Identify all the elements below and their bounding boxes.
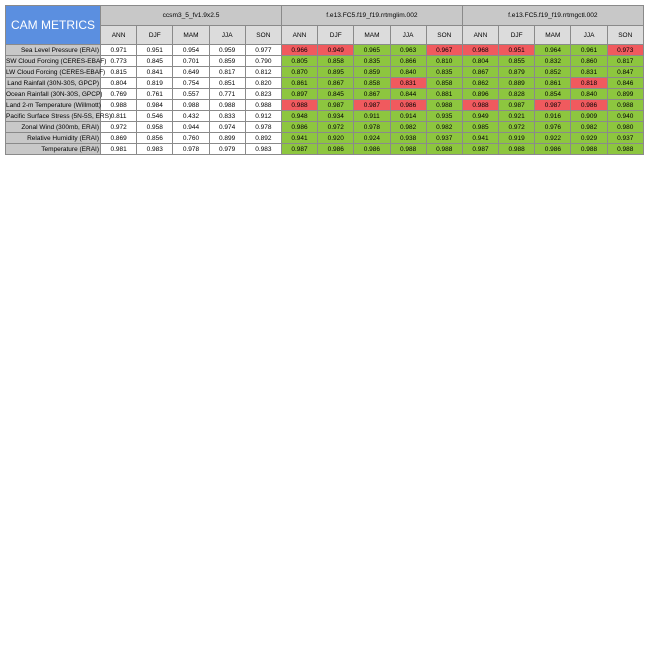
metric-cell: 0.546	[137, 111, 173, 122]
metric-cell: 0.988	[245, 100, 281, 111]
season-header-jja: JJA	[571, 26, 607, 45]
cam-metrics-table	[5, 5, 644, 155]
metric-cell: 0.831	[571, 67, 607, 78]
table-row	[6, 45, 644, 56]
metric-cell: 0.978	[245, 122, 281, 133]
table-title: CAM METRICS	[6, 6, 101, 45]
metric-cell: 0.982	[571, 122, 607, 133]
row-label-text: Pacific Surface Stress (5N-5S, ERS)	[6, 112, 112, 120]
metric-cell: 0.773	[101, 56, 137, 67]
metric-cell: 0.846	[607, 78, 643, 89]
metric-cell: 0.981	[101, 144, 137, 155]
metric-cell: 0.986	[281, 122, 317, 133]
metric-cell: 0.987	[318, 100, 354, 111]
season-header-mam: MAM	[535, 26, 571, 45]
metric-cell: 0.988	[426, 100, 462, 111]
metric-cell: 0.859	[209, 56, 245, 67]
metric-cell: 0.941	[462, 133, 498, 144]
metric-cell: 0.844	[390, 89, 426, 100]
season-header-jja: JJA	[209, 26, 245, 45]
metric-cell: 0.988	[462, 100, 498, 111]
metric-cell: 0.760	[173, 133, 209, 144]
metric-cell: 0.896	[462, 89, 498, 100]
metric-cell: 0.964	[535, 45, 571, 56]
metric-cell: 0.924	[354, 133, 390, 144]
metric-cell: 0.937	[426, 133, 462, 144]
metric-cell: 0.966	[281, 45, 317, 56]
metric-cell: 0.899	[209, 133, 245, 144]
season-header-son: SON	[426, 26, 462, 45]
metric-cell: 0.987	[462, 144, 498, 155]
metric-cell: 0.940	[607, 111, 643, 122]
metric-cell: 0.967	[426, 45, 462, 56]
row-label-text: Sea Level Pressure (ERAI)	[20, 46, 99, 54]
metric-cell: 0.983	[245, 144, 281, 155]
metric-cell: 0.988	[499, 144, 535, 155]
metric-cell: 0.980	[607, 122, 643, 133]
season-header-ann: ANN	[462, 26, 498, 45]
metric-cell: 0.916	[535, 111, 571, 122]
metric-cell: 0.987	[354, 100, 390, 111]
metric-cell: 0.649	[173, 67, 209, 78]
table-row	[6, 100, 644, 111]
metric-cell: 0.988	[390, 144, 426, 155]
table-row	[6, 56, 644, 67]
row-label-text: SW Cloud Forcing (CERES-EBAF)	[6, 57, 107, 65]
metric-cell: 0.895	[318, 67, 354, 78]
metric-cell: 0.941	[281, 133, 317, 144]
row-label-text: Zonal Wind (300mb, ERAI)	[21, 123, 99, 131]
metric-cell: 0.961	[571, 45, 607, 56]
metric-cell: 0.974	[209, 122, 245, 133]
metric-cell: 0.861	[535, 78, 571, 89]
metric-cell: 0.835	[426, 67, 462, 78]
metric-cell: 0.951	[137, 45, 173, 56]
table-row	[6, 122, 644, 133]
metric-cell: 0.968	[462, 45, 498, 56]
metric-cell: 0.978	[173, 144, 209, 155]
metric-cell: 0.986	[571, 100, 607, 111]
metric-cell: 0.847	[607, 67, 643, 78]
metric-cell: 0.920	[318, 133, 354, 144]
metric-cell: 0.988	[607, 100, 643, 111]
season-header-djf: DJF	[499, 26, 535, 45]
metric-cell: 0.985	[462, 122, 498, 133]
row-label	[6, 67, 106, 78]
metrics-table-container	[5, 5, 644, 155]
metric-cell: 0.988	[101, 100, 137, 111]
row-label	[6, 89, 101, 100]
metric-cell: 0.949	[462, 111, 498, 122]
row-label	[6, 133, 101, 144]
metric-cell: 0.852	[535, 67, 571, 78]
metric-cell: 0.831	[390, 78, 426, 89]
season-header-jja: JJA	[390, 26, 426, 45]
metric-cell: 0.432	[173, 111, 209, 122]
metric-cell: 0.823	[245, 89, 281, 100]
metric-cell: 0.978	[354, 122, 390, 133]
metric-cell: 0.958	[137, 122, 173, 133]
metric-cell: 0.892	[245, 133, 281, 144]
metric-cell: 0.921	[499, 111, 535, 122]
row-label-text: Temperature (ERAI)	[41, 145, 99, 153]
metric-cell: 0.986	[390, 100, 426, 111]
table-row	[6, 67, 644, 78]
metric-cell: 0.934	[318, 111, 354, 122]
metric-cell: 0.869	[101, 133, 137, 144]
metric-cell: 0.817	[607, 56, 643, 67]
metric-cell: 0.976	[535, 122, 571, 133]
metric-cell: 0.818	[571, 78, 607, 89]
metric-cell: 0.972	[101, 122, 137, 133]
metric-cell: 0.929	[571, 133, 607, 144]
metric-cell: 0.988	[209, 100, 245, 111]
metric-cell: 0.804	[462, 56, 498, 67]
metric-cell: 0.987	[281, 144, 317, 155]
row-label-text: LW Cloud Forcing (CERES-EBAF)	[6, 68, 106, 76]
table-row	[6, 111, 644, 122]
metric-cell: 0.828	[499, 89, 535, 100]
metric-cell: 0.819	[137, 78, 173, 89]
metric-cell: 0.841	[137, 67, 173, 78]
metric-cell: 0.972	[318, 122, 354, 133]
row-label-text: Ocean Rainfall (30N-30S, GPCP)	[6, 90, 103, 98]
row-label	[6, 78, 101, 89]
metric-cell: 0.858	[318, 56, 354, 67]
metric-cell: 0.982	[426, 122, 462, 133]
season-header-djf: DJF	[318, 26, 354, 45]
metric-cell: 0.832	[535, 56, 571, 67]
run-header-2: f.e13.FC5.f19_f19.rrtmgctl.002	[462, 6, 643, 26]
season-header-mam: MAM	[173, 26, 209, 45]
metric-cell: 0.557	[173, 89, 209, 100]
metric-cell: 0.954	[173, 45, 209, 56]
metric-cell: 0.858	[426, 78, 462, 89]
metric-cell: 0.879	[499, 67, 535, 78]
metric-cell: 0.944	[173, 122, 209, 133]
metric-cell: 0.986	[354, 144, 390, 155]
metric-cell: 0.771	[209, 89, 245, 100]
table-row	[6, 144, 644, 155]
metric-cell: 0.761	[137, 89, 173, 100]
metric-cell: 0.897	[281, 89, 317, 100]
metric-cell: 0.851	[209, 78, 245, 89]
metric-cell: 0.984	[137, 100, 173, 111]
season-header-son: SON	[245, 26, 281, 45]
metric-cell: 0.790	[245, 56, 281, 67]
metric-cell: 0.804	[101, 78, 137, 89]
metric-cell: 0.866	[390, 56, 426, 67]
table-row	[6, 89, 644, 100]
season-header-djf: DJF	[137, 26, 173, 45]
metric-cell: 0.840	[571, 89, 607, 100]
metric-cell: 0.805	[281, 56, 317, 67]
row-label	[6, 111, 112, 122]
metric-cell: 0.867	[318, 78, 354, 89]
metric-cell: 0.881	[426, 89, 462, 100]
metric-cell: 0.986	[535, 144, 571, 155]
metric-cell: 0.963	[390, 45, 426, 56]
metric-cell: 0.854	[535, 89, 571, 100]
metric-cell: 0.815	[101, 67, 137, 78]
metric-cell: 0.914	[390, 111, 426, 122]
row-label	[6, 56, 107, 67]
metric-cell: 0.986	[318, 144, 354, 155]
metric-cell: 0.811	[101, 111, 137, 122]
metric-cell: 0.817	[209, 67, 245, 78]
metric-cell: 0.701	[173, 56, 209, 67]
row-label	[6, 144, 101, 155]
metric-cell: 0.754	[173, 78, 209, 89]
metric-cell: 0.988	[607, 144, 643, 155]
season-header-ann: ANN	[281, 26, 317, 45]
metric-cell: 0.935	[426, 111, 462, 122]
metric-cell: 0.971	[101, 45, 137, 56]
run-header-1: f.e13.FC5.f19_f19.rrtmglim.002	[281, 6, 462, 26]
metric-cell: 0.889	[499, 78, 535, 89]
metric-cell: 0.909	[571, 111, 607, 122]
metric-cell: 0.820	[245, 78, 281, 89]
row-label	[6, 100, 101, 111]
metric-cell: 0.972	[499, 122, 535, 133]
row-label-text: Land 2-m Temperature (Willmott)	[6, 101, 101, 109]
metric-cell: 0.812	[245, 67, 281, 78]
season-header-ann: ANN	[101, 26, 137, 45]
metric-cell: 0.856	[137, 133, 173, 144]
metric-cell: 0.845	[318, 89, 354, 100]
metric-cell: 0.867	[462, 67, 498, 78]
metric-cell: 0.867	[354, 89, 390, 100]
metric-cell: 0.912	[245, 111, 281, 122]
metric-cell: 0.977	[245, 45, 281, 56]
metric-cell: 0.983	[137, 144, 173, 155]
season-header-son: SON	[607, 26, 643, 45]
table-row	[6, 78, 644, 89]
metric-cell: 0.855	[499, 56, 535, 67]
metric-cell: 0.769	[101, 89, 137, 100]
metric-cell: 0.951	[499, 45, 535, 56]
metric-cell: 0.859	[354, 67, 390, 78]
metric-cell: 0.862	[462, 78, 498, 89]
metric-cell: 0.988	[281, 100, 317, 111]
metric-cell: 0.911	[354, 111, 390, 122]
metric-cell: 0.845	[137, 56, 173, 67]
metric-cell: 0.987	[499, 100, 535, 111]
metric-cell: 0.833	[209, 111, 245, 122]
metric-cell: 0.919	[499, 133, 535, 144]
metric-cell: 0.982	[390, 122, 426, 133]
metric-cell: 0.965	[354, 45, 390, 56]
metric-cell: 0.861	[281, 78, 317, 89]
metric-cell: 0.973	[607, 45, 643, 56]
row-label	[6, 122, 101, 133]
metric-cell: 0.860	[571, 56, 607, 67]
metric-cell: 0.948	[281, 111, 317, 122]
run-header-0: ccsm3_5_fv1.9x2.5	[101, 6, 282, 26]
row-label	[6, 45, 101, 56]
metric-cell: 0.899	[607, 89, 643, 100]
row-label-text: Relative Humidity (ERAI)	[27, 134, 99, 142]
metric-cell: 0.979	[209, 144, 245, 155]
metric-cell: 0.988	[426, 144, 462, 155]
metric-cell: 0.937	[607, 133, 643, 144]
metric-cell: 0.810	[426, 56, 462, 67]
metric-cell: 0.840	[390, 67, 426, 78]
metric-cell: 0.988	[571, 144, 607, 155]
metric-cell: 0.959	[209, 45, 245, 56]
metric-cell: 0.922	[535, 133, 571, 144]
metric-cell: 0.988	[173, 100, 209, 111]
metric-cell: 0.858	[354, 78, 390, 89]
table-row	[6, 133, 644, 144]
metric-cell: 0.987	[535, 100, 571, 111]
metric-cell: 0.835	[354, 56, 390, 67]
season-header-mam: MAM	[354, 26, 390, 45]
metric-cell: 0.938	[390, 133, 426, 144]
metric-cell: 0.870	[281, 67, 317, 78]
metric-cell: 0.949	[318, 45, 354, 56]
row-label-text: Land Rainfall (30N-30S, GPCP)	[7, 79, 99, 87]
